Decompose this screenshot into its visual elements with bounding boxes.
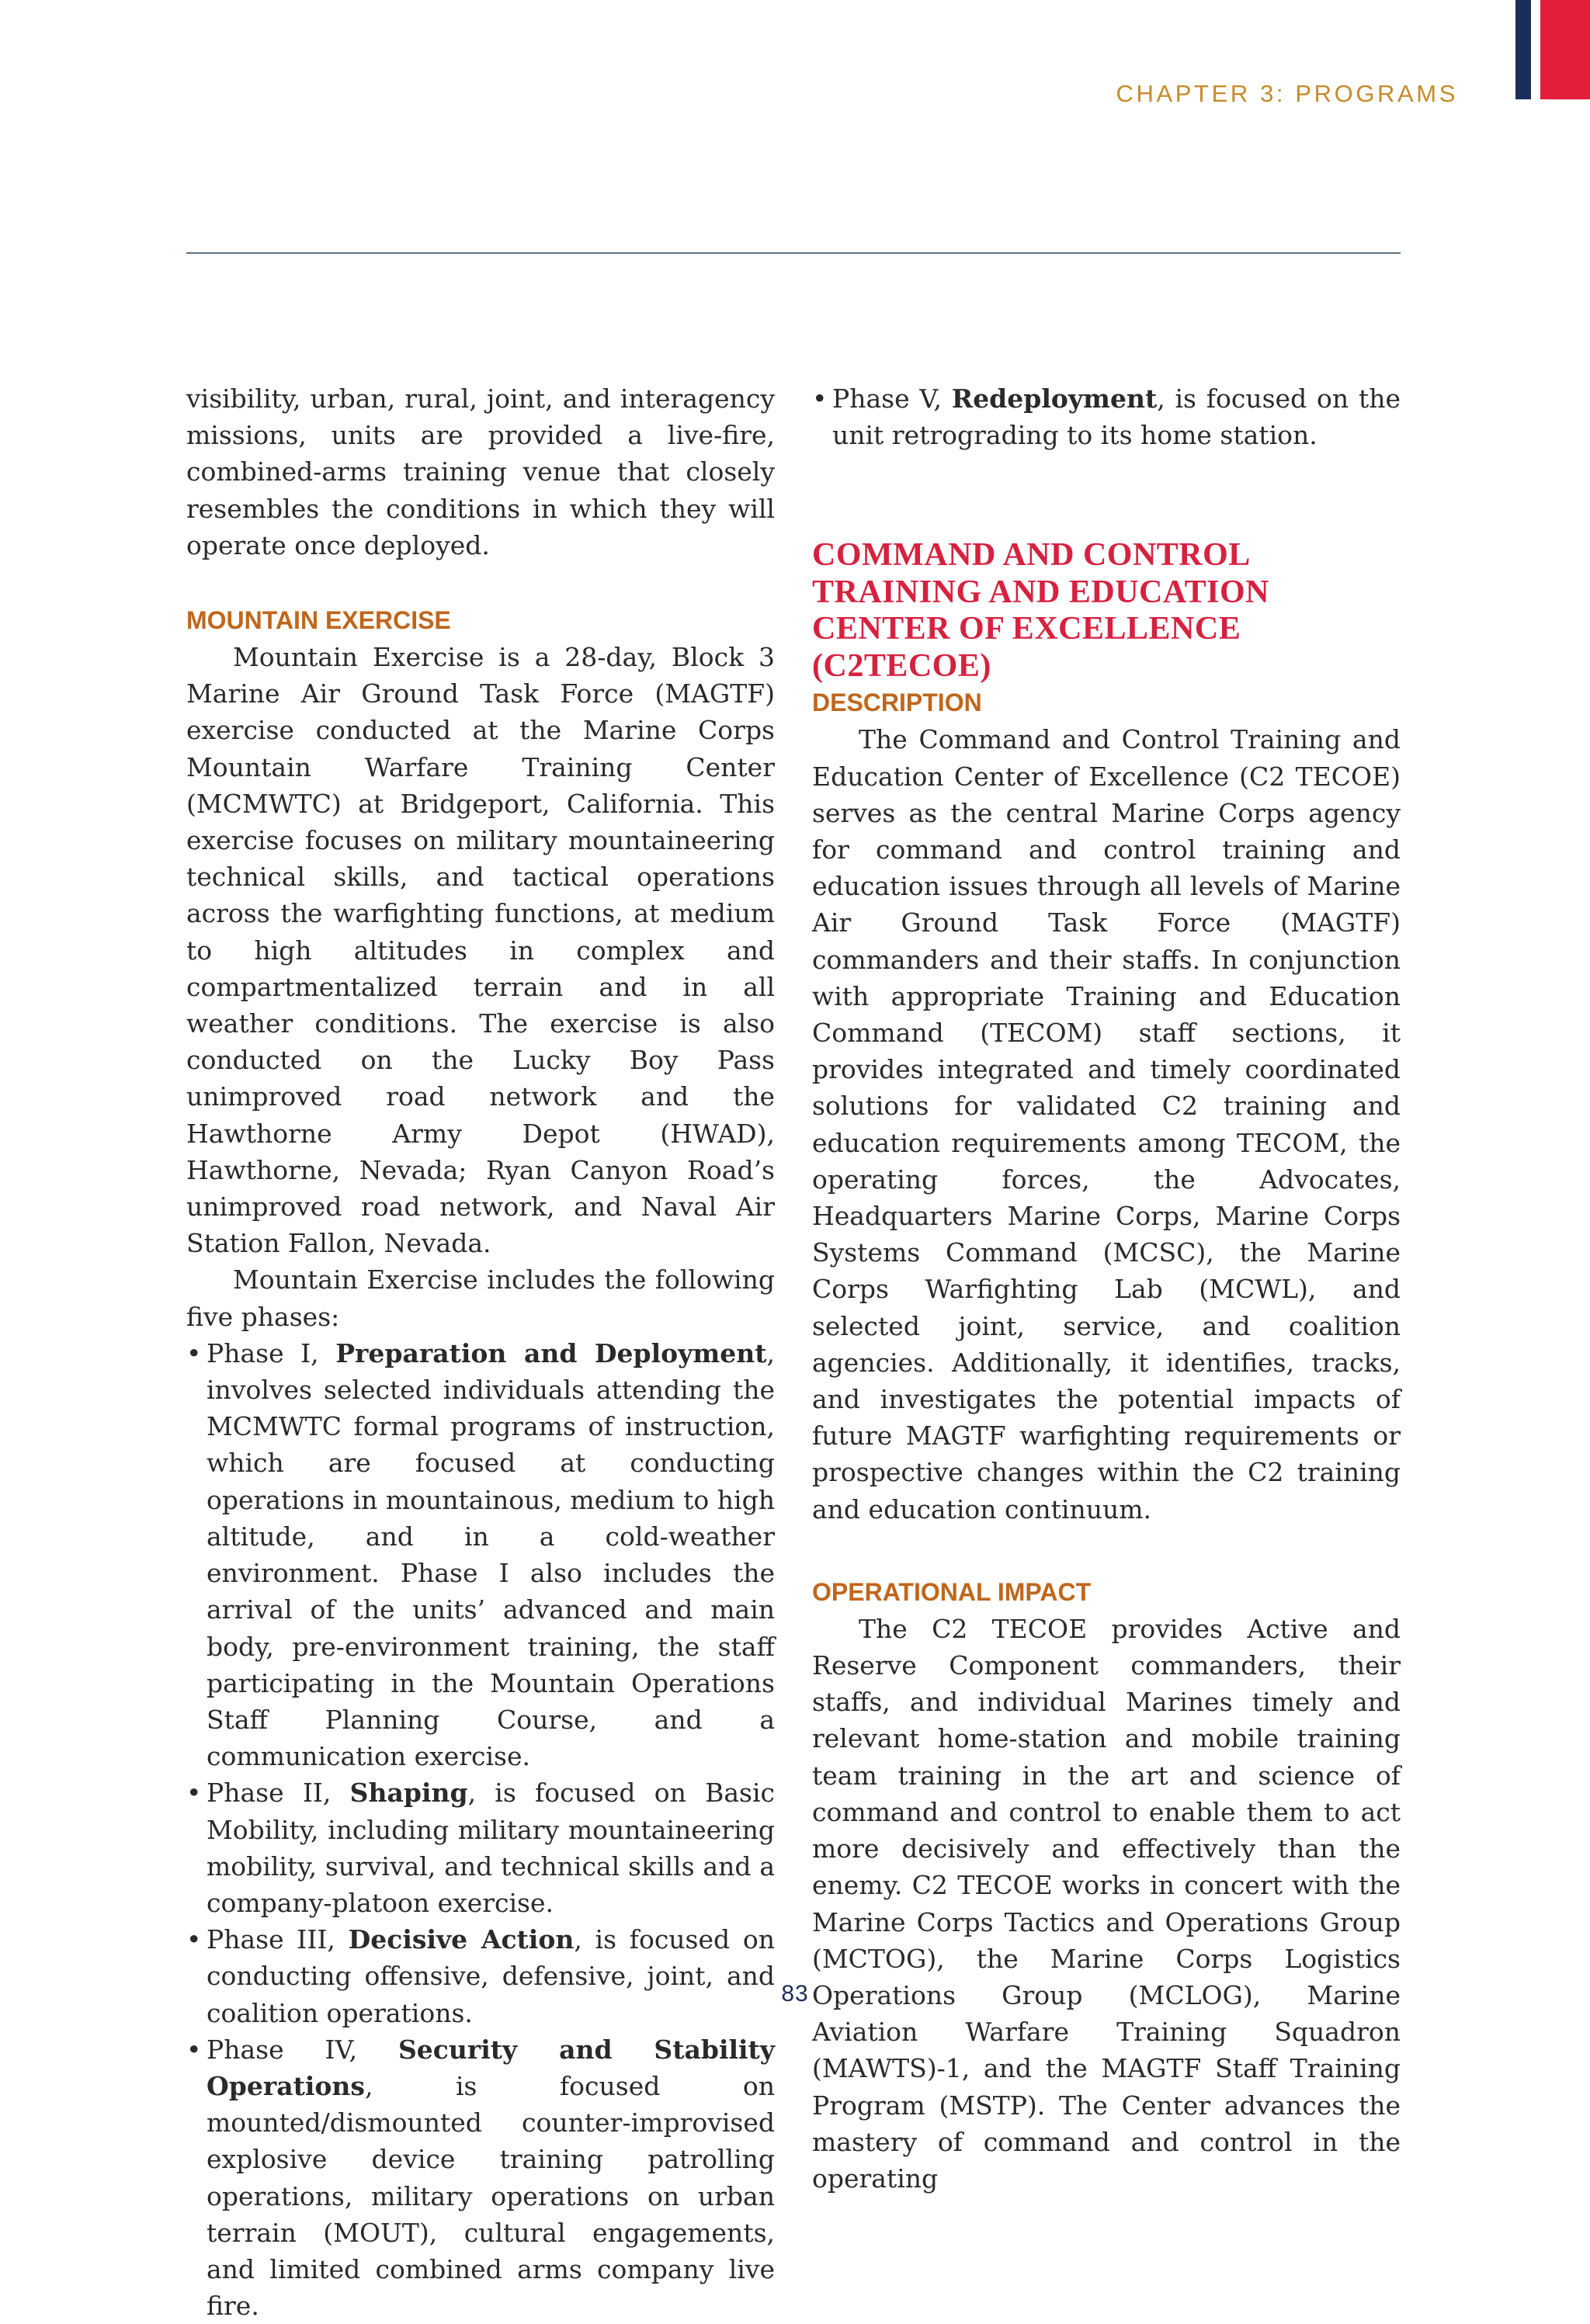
phase-prefix: Phase II, [207, 1778, 350, 1809]
phase-title: Redeployment [951, 383, 1158, 414]
header-rule [186, 252, 1401, 254]
description-paragraph: The Command and Control Training and Education Center of Excellence (C2 TECOE) serves as the central Marine Corps agency for command and control training and education issues through all levels of Marine Air Ground Task Force (MAGTF) commanders and their staffs. In conjunction with appropriate Training and Education Command (TECOM) staff sections, it provides integrated and timely coordinated solutions for validated C2 training and education requirements among TECOM, the operating forces, the Advocates, Headquarters Marine Corps, Marine Corps Systems Command (MCSC), the Marine Corps Warfighting Lab (MCWL), and selected joint, service, and coalition agencies. Additionally, it identifies, tracks, and investigates the potential impacts of future MAGTF warfighting requirements or prospective changes within the C2 training and education continuum. [812, 724, 1401, 1524]
section-heading-line: COMMAND AND CONTROL [812, 537, 1251, 574]
list-item [812, 380, 1401, 453]
section-heading-line: TRAINING AND EDUCATION [812, 574, 1269, 610]
list-item [186, 1774, 775, 1921]
phase-5-list [812, 380, 1401, 453]
phase-title: Decisive Action [348, 1924, 575, 1955]
phase-text: , is focused on the unit retrograding to its home station. [832, 383, 1401, 451]
description-heading: DESCRIPTION [812, 689, 982, 717]
mountain-paragraph-1: Mountain Exercise is a 28-day, Block 3 Marine Air Ground Task Force (MAGTF) exercise conducted at the Marine Corps Mountain Warfare Training Center (MCMWTC) at Bridgeport, California. This exercise focuses on military mountaineering technical skills, and tactical operations across the warfighting functions, at medium to high altitudes in complex and compartmentalized terrain and in all weather conditions. The exercise is also conducted on the Lucky Boy Pass unimproved road network and the Hawthorne Army Depot (HWAD), Hawthorne, Nevada; Ryan Canyon Road’s unimproved road network, and Naval Air Station Fallon, Nevada. [186, 642, 775, 1259]
phase-title: Security and Stability Operations [207, 2034, 775, 2101]
list-item [186, 2031, 775, 2324]
right-column [812, 380, 1401, 2197]
header-navy-bar [1515, 0, 1531, 99]
section-heading-line: (C2TECOE) [812, 647, 991, 684]
operational-impact-heading: OPERATIONAL IMPACT [812, 1577, 1092, 1606]
phase-text: , is focused on conducting offensive, defensive, joint, and coalition operations. [207, 1924, 775, 2028]
list-item [186, 1921, 775, 2031]
phase-text: , involves selected individuals attending the MCMWTC formal programs of instruction, which are focused at conducting operations in mountainous, medium to high altitude, and in a cold-weather environment. Phase I also includes the arrival of the units’ advanced and main body, pre-environment training, the staff participating in the Mountain Operations Staff Planning Course, and a communication exercise. [207, 1337, 775, 1772]
section-heading-line: CENTER OF EXCELLENCE [812, 611, 1241, 647]
phase-text: , is focused on mounted/dismounted counter-improvised explosive device training patrolling operations, military operations on urban terrain (MOUT), cultural engagements, and limited combined arms company live fire. [207, 2070, 775, 2322]
list-item [186, 1335, 775, 1774]
page-number: 83 [781, 1981, 809, 2007]
phase-prefix: Phase V, [832, 383, 952, 414]
running-head: CHAPTER 3: PROGRAMS [1116, 80, 1458, 107]
phase-prefix: Phase III, [207, 1924, 349, 1955]
phase-title: Shaping [349, 1778, 468, 1809]
phases-list [186, 1335, 775, 2324]
operational-impact-paragraph: The C2 TECOE provides Active and Reserve Component commanders, their staffs, and individual Marines timely and relevant home-station and mobile training team training in the art and science of command and control to enable them to act more decisively and effectively than the enemy. C2 TECOE works in concert with the Marine Corps Tactics and Operations Group (MCTOG), the Marine Corps Logistics Operations Group (MCLOG), Marine Aviation Warfare Training Squadron (MAWTS)-1, and the MAGTF Staff Training Program (MSTP). The Center advances the mastery of command and control in the operating [812, 1613, 1401, 2194]
mountain-exercise-heading: MOUNTAIN EXERCISE [186, 606, 451, 635]
mountain-paragraph-2: Mountain Exercise includes the following five phases: [186, 1264, 775, 1332]
phase-text: , is focused on Basic Mobility, including military mountaineering mobility, survival, and technical skills and a company-platoon exercise. [207, 1778, 775, 1918]
phase-prefix: Phase I, [207, 1337, 336, 1368]
left-column [186, 380, 775, 2324]
section-heading [812, 537, 1401, 685]
phase-prefix: Phase IV, [207, 2034, 398, 2065]
phase-title: Preparation and Deployment [335, 1337, 767, 1368]
continuation-paragraph: visibility, urban, rural, joint, and interagency missions, units are provided a live-fire, combined-arms training venue that closely resembles the conditions in which they will operate once deployed. [186, 383, 775, 560]
header-red-tab [1540, 0, 1590, 99]
